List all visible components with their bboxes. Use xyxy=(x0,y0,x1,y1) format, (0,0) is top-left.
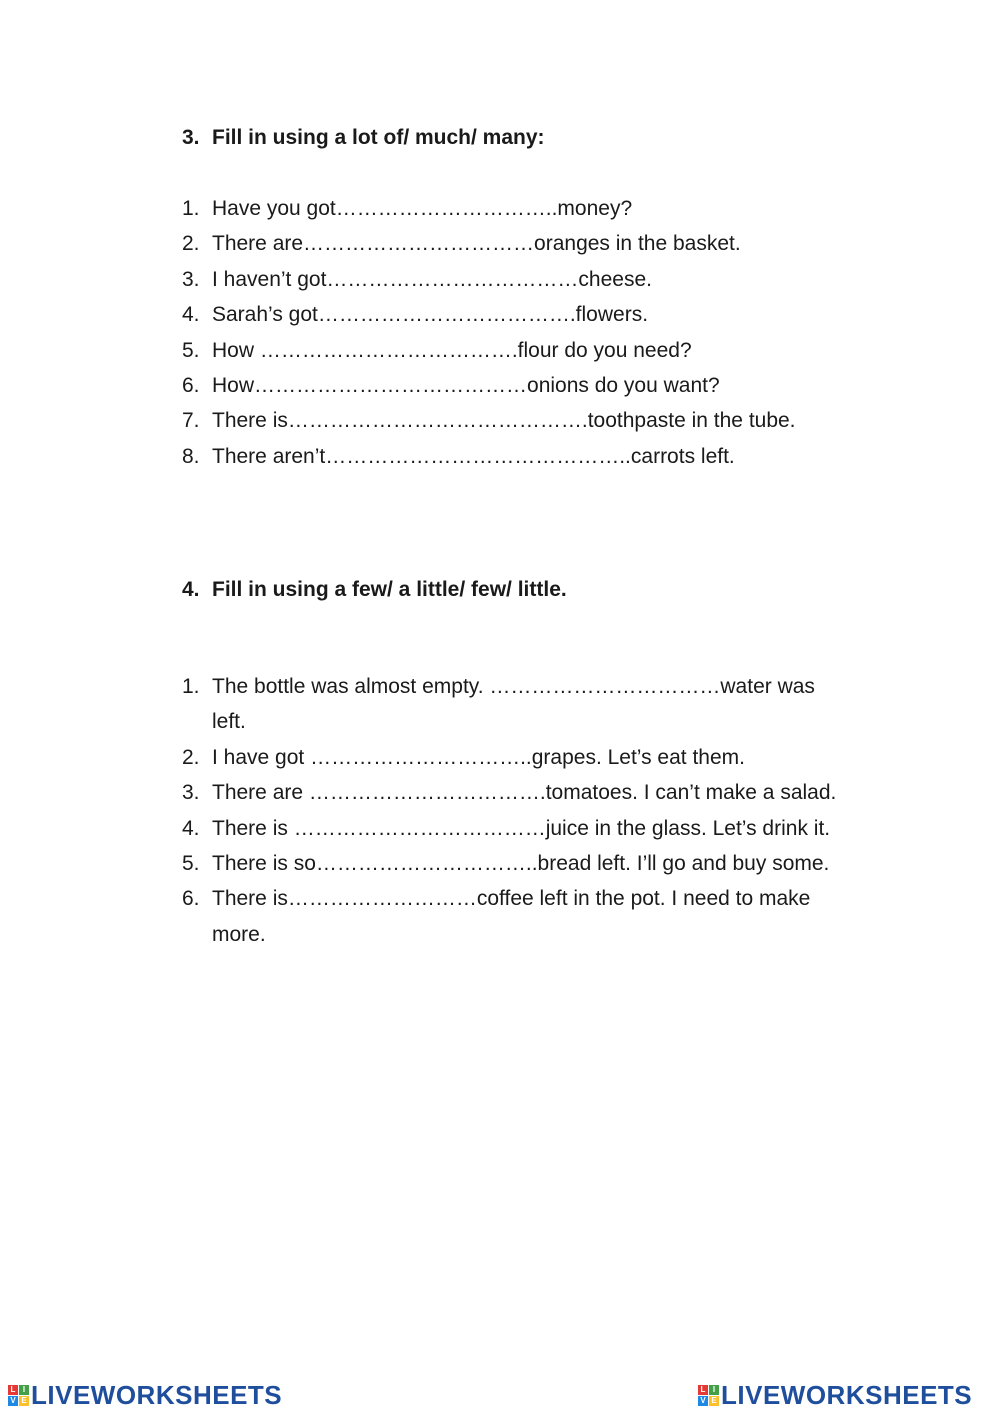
exercise-sentence: There is…………………………………….toothpaste in the tube. xyxy=(212,409,796,433)
exercise-item xyxy=(182,775,842,810)
logo-icon-letter: E xyxy=(709,1396,719,1406)
exercise-number: 7. xyxy=(182,409,200,433)
logo-icon-letter: L xyxy=(8,1385,18,1395)
section-4-title: Fill in using a few/ a little/ few/ little. xyxy=(212,578,567,601)
section-3-exercise-list xyxy=(182,191,842,474)
logo-icon-letter: V xyxy=(698,1396,708,1406)
logo-wordmark: LIVEWORKSHEETS xyxy=(721,1379,973,1410)
exercise-item xyxy=(182,403,842,438)
liveworksheets-logo-right[interactable] xyxy=(698,1380,972,1410)
exercise-sentence: The bottle was almost empty. ……………………………water was left. xyxy=(212,675,815,734)
exercise-number: 4. xyxy=(182,303,200,327)
exercise-number: 2. xyxy=(182,232,200,256)
exercise-number: 1. xyxy=(182,197,200,220)
exercise-item xyxy=(182,191,842,226)
exercise-sentence: I haven’t got………………………………cheese. xyxy=(212,267,652,291)
section-3-heading xyxy=(182,124,545,152)
exercise-item xyxy=(182,811,842,846)
section-4-number: 4. xyxy=(182,578,200,601)
exercise-number: 8. xyxy=(182,444,200,468)
exercise-sentence: How ……………………………….flour do you need? xyxy=(212,338,692,362)
exercise-sentence: I have got …………………………..grapes. Let’s eat them. xyxy=(212,745,745,769)
exercise-item xyxy=(182,226,842,261)
exercise-number: 4. xyxy=(182,816,200,840)
logo-icon-letter: V xyxy=(8,1396,18,1406)
exercise-sentence: There are……………………………oranges in the basket. xyxy=(212,232,741,256)
section-4-exercise-list xyxy=(182,669,842,952)
exercise-item xyxy=(182,297,842,332)
exercise-sentence: There is ………………………………juice in the glass. Let’s drink it. xyxy=(212,816,831,840)
exercise-number: 3. xyxy=(182,267,200,291)
section-3-title: Fill in using a lot of/ much/ many: xyxy=(212,126,545,149)
logo-icon-letter: L xyxy=(698,1385,708,1395)
section-3-number: 3. xyxy=(182,126,200,149)
logo-icon-letter: I xyxy=(19,1385,29,1395)
exercise-sentence: There are …………………………….tomatoes. I can’t make a salad. xyxy=(212,781,837,805)
liveworksheets-logo-icon xyxy=(698,1385,719,1406)
exercise-number: 5. xyxy=(182,852,200,876)
liveworksheets-logo-left[interactable] xyxy=(8,1380,282,1410)
exercise-number: 1. xyxy=(182,675,200,698)
exercise-item xyxy=(182,669,842,740)
exercise-number: 2. xyxy=(182,745,200,769)
exercise-sentence: There aren’t……………………………………..carrots left. xyxy=(212,444,735,468)
section-4-heading xyxy=(182,576,567,604)
liveworksheets-logo-icon xyxy=(8,1385,29,1406)
exercise-sentence: Sarah’s got……………………………….flowers. xyxy=(212,303,649,327)
exercise-item xyxy=(182,333,842,368)
exercise-number: 6. xyxy=(182,887,200,911)
exercise-item xyxy=(182,846,842,881)
exercise-sentence: There is so…………………………..bread left. I’ll go and buy some. xyxy=(212,852,830,876)
logo-icon-letter: I xyxy=(709,1385,719,1395)
exercise-number: 5. xyxy=(182,338,200,362)
exercise-item xyxy=(182,439,842,474)
exercise-number: 6. xyxy=(182,374,200,398)
exercise-sentence: How…………………………………onions do you want? xyxy=(212,374,720,398)
exercise-item xyxy=(182,368,842,403)
logo-wordmark: LIVEWORKSHEETS xyxy=(31,1379,283,1410)
logo-icon-letter: E xyxy=(19,1396,29,1406)
exercise-item xyxy=(182,881,842,952)
exercise-sentence: There is………………………coffee left in the pot. I need to make more. xyxy=(212,887,811,946)
exercise-number: 3. xyxy=(182,781,200,805)
exercise-item xyxy=(182,740,842,775)
exercise-sentence: Have you got…………………………..money? xyxy=(212,197,633,220)
exercise-item xyxy=(182,262,842,297)
